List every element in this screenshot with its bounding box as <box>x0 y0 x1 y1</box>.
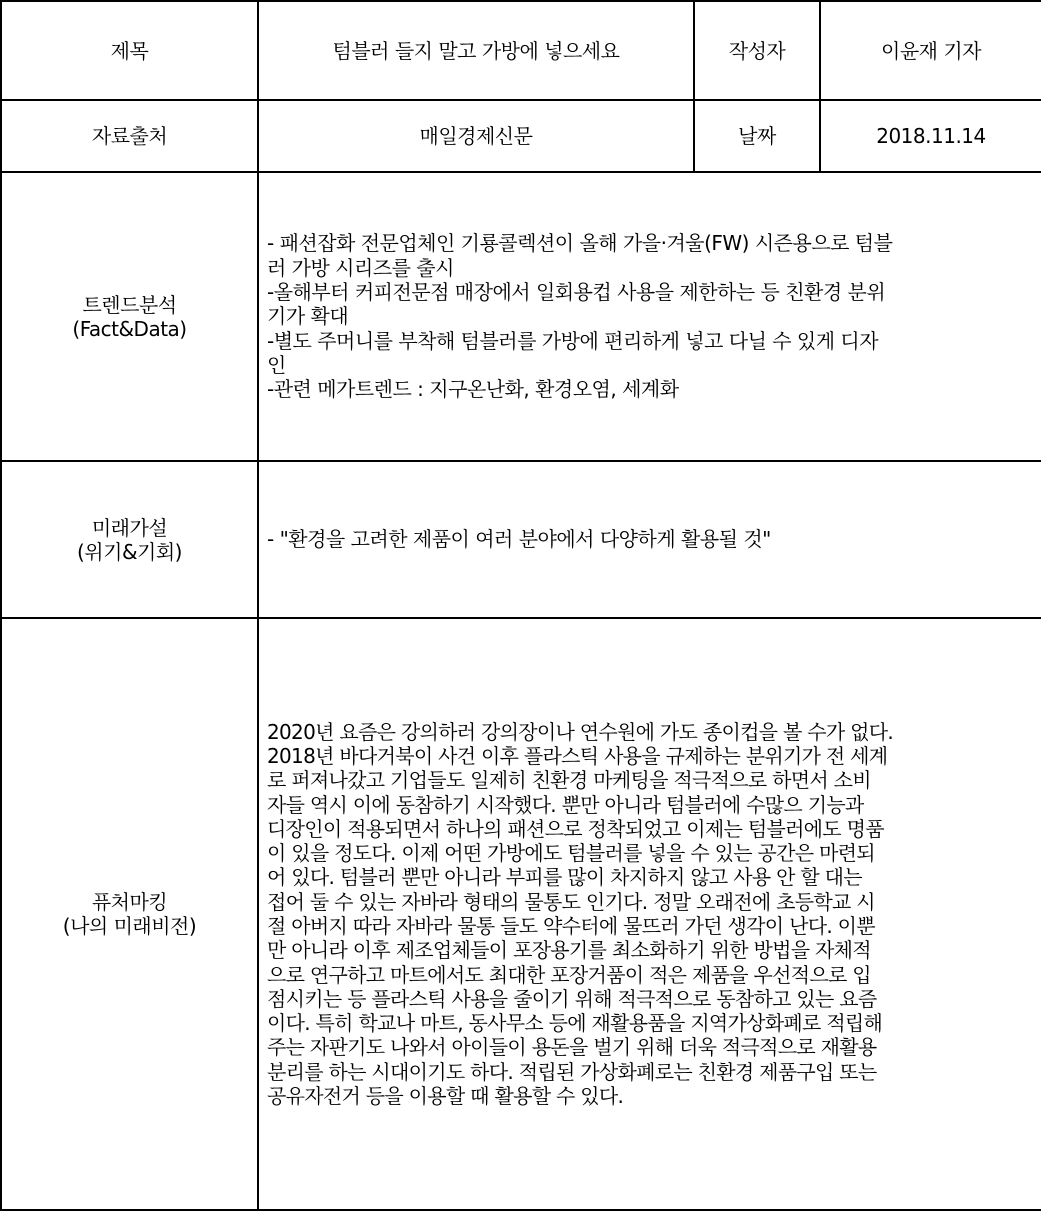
trend-line: 러 가방 시리즈를 출시 <box>267 255 454 280</box>
future-line: 절 아버지 따라 자바라 물통 들도 약수터에 물뜨러 가던 생각이 난다. 이뿐 <box>267 914 875 938</box>
future-line: 이다. 특히 학교나 마트, 동사무소 등에 재활용품을 지역가상화폐로 적립해 <box>267 1011 883 1036</box>
source-label: 자료출처 <box>1 100 258 172</box>
future-line: 접어 둘 수 있는 자바라 형태의 물통도 인기다. 정말 오래전에 초등학교 시 <box>267 889 875 914</box>
source-row <box>1 100 1041 172</box>
hypothesis-row <box>1 461 1041 618</box>
future-line: 이 있을 정도다. 이제 어떤 가방에도 텀블러를 넣을 수 있는 공간은 마련되 <box>267 841 875 866</box>
future-line: 만 아니라 이후 제조업체들이 포장용기를 최소화하기 위한 방법을 자체적 <box>267 938 871 963</box>
trend-line: -별도 주머니를 부착해 텀블러를 가방에 편리하게 넣고 다닐 수 있게 디자 <box>267 328 879 353</box>
trend-line: -관련 메가트렌드 : 지구온난화, 환경오염, 세계화 <box>267 377 679 402</box>
future-row <box>1 618 1041 1210</box>
author-value: 이윤재 기자 <box>820 1 1041 100</box>
future-line: 2018년 바다거북이 사건 이후 플라스틱 사용을 규제하는 분위기가 전 세계 <box>267 743 888 768</box>
future-line: 점시키는 등 플라스틱 사용을 줄이기 위해 적극적으로 동참하고 있는 요즘 <box>267 986 877 1011</box>
future-line: 자들 역시 이에 동참하기 시작했다. 뿐만 아니라 텀블러에 수많으 기능과 <box>267 792 864 817</box>
trend-line: 기가 확대 <box>267 304 349 329</box>
date-value: 2018.11.14 <box>820 100 1041 172</box>
trend-sublabel: (Fact&Data) <box>72 316 187 341</box>
hypothesis-label-cell <box>1 461 258 618</box>
future-line: 주는 자판기도 나와서 아이들이 용돈을 벌기 위해 더욱 적극적으로 재활용 <box>267 1035 877 1060</box>
hypothesis-label: 미래가설 <box>91 515 168 540</box>
future-line: 공유자전거 등을 이용할 때 활용할 수 있다. <box>267 1084 624 1109</box>
trend-line: 인 <box>267 352 286 377</box>
title-value: 텀블러 들지 말고 가방에 넣으세요 <box>258 1 694 100</box>
future-line: 디장인이 적용되면서 하나의 패션으로 정착되었고 이제는 텀블러에도 명품 <box>267 816 884 841</box>
future-line: 로 퍼져나갔고 기업들도 일제히 친환경 마케팅을 적극적으로 하면서 소비 <box>267 768 871 793</box>
future-content <box>258 618 1041 1210</box>
trend-label: 트렌드분석 <box>82 292 177 317</box>
trend-line: -올해부터 커피전문점 매장에서 일회용컵 사용을 제한하는 등 친환경 분위 <box>267 280 886 305</box>
author-label: 작성자 <box>694 1 820 100</box>
trend-line: - 패션잡화 전문업체인 기룡콜렉션이 올해 가을·겨울(FW) 시즌용으로 텀블 <box>267 231 893 256</box>
trend-content <box>258 172 1041 461</box>
future-line: 분리를 하는 시대이기도 하다. 적립된 가상화폐로는 친환경 제품구입 또는 <box>267 1059 877 1084</box>
future-line: 어 있다. 텀블러 뿐만 아니라 부피를 많이 차지하지 않고 사용 안 할 대는 <box>267 865 862 890</box>
future-label: 퓨처마킹 <box>91 890 168 914</box>
source-value: 매일경제신문 <box>258 100 694 172</box>
future-line: 2020년 요즘은 강의하러 강의장이나 연수원에 가도 종이컵을 볼 수가 없다. <box>267 719 894 744</box>
title-row <box>1 1 1041 100</box>
title-label: 제목 <box>1 1 258 100</box>
trend-label-cell <box>1 172 258 461</box>
date-label: 날짜 <box>694 100 820 172</box>
future-label-cell <box>1 618 258 1210</box>
hypothesis-sublabel: (위기&기회) <box>77 539 182 564</box>
hypothesis-content: - "환경을 고려한 제품이 여러 분야에서 다양하게 활용될 것" <box>258 461 1041 618</box>
future-line: 으로 연구하고 마트에서도 최대한 포장거품이 적은 제품을 우선적으로 입 <box>267 962 871 987</box>
trend-row <box>1 172 1041 461</box>
future-sublabel: (나의 미래비전) <box>62 914 197 938</box>
